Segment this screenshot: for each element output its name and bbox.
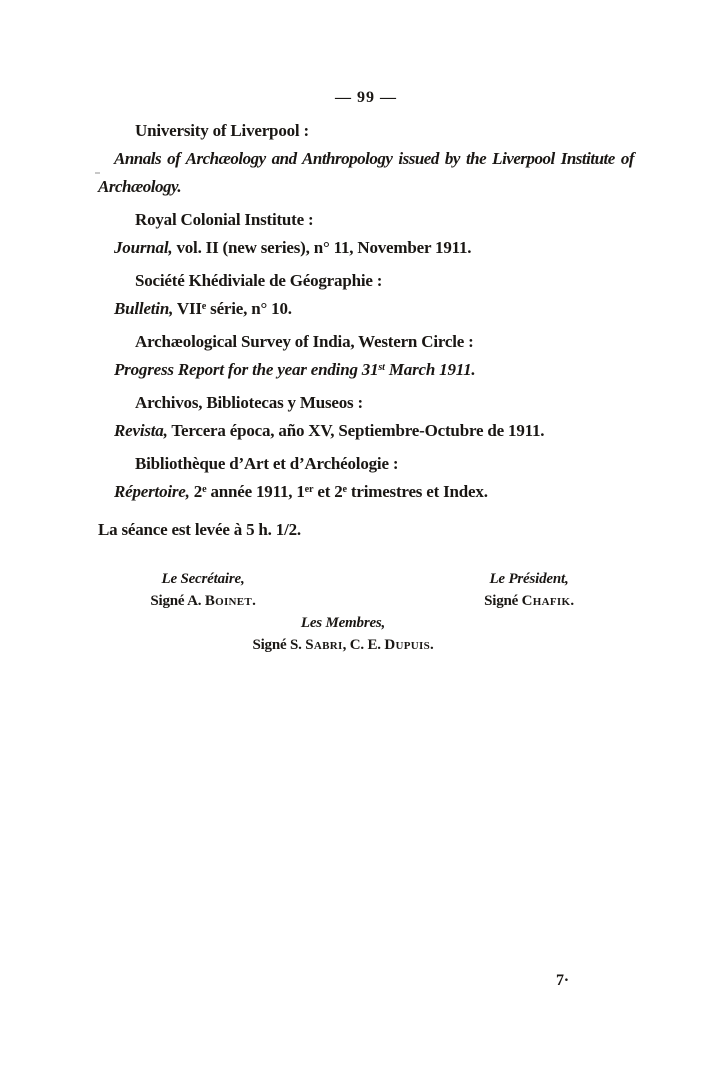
- institution-name: Archæological Survey of India, Western Circle :: [135, 332, 474, 351]
- superscript: e: [201, 301, 207, 313]
- citation-title: Bulletin,: [114, 299, 174, 318]
- citation-title: Répertoire,: [114, 482, 190, 501]
- citation-detail: VII: [173, 299, 202, 318]
- page-number: — 99 —: [335, 89, 397, 106]
- gathering-mark: 7·: [556, 972, 569, 989]
- institution-name: Archivos, Bibliotecas y Museos :: [135, 393, 363, 412]
- entry-royal-colonial-institute: [98, 206, 634, 262]
- citation-title: Journal,: [114, 238, 173, 257]
- signature-role: Le Président,: [489, 571, 569, 587]
- entry-university-of-liverpool: [98, 117, 634, 201]
- citation-title: Revista,: [114, 421, 168, 440]
- signed-prefix: Signé A.: [150, 593, 205, 609]
- signed-prefix: Signé: [484, 593, 522, 609]
- page-content: [98, 0, 634, 656]
- citation-detail: trimestres et Index.: [346, 482, 488, 501]
- signature-row: [98, 568, 634, 612]
- signed-suffix: .: [430, 637, 434, 653]
- signed-name: Chafik: [521, 593, 571, 609]
- citation-text: [98, 234, 634, 262]
- signed-name: Boinet: [204, 593, 253, 609]
- superscript: st: [378, 362, 385, 374]
- superscript: e: [202, 484, 207, 496]
- signed-prefix: Signé S.: [252, 637, 306, 653]
- citation-detail: série, n° 10.: [206, 299, 292, 318]
- entry-societe-khediviale: [98, 267, 634, 323]
- signature-president: [424, 568, 634, 612]
- citation-title: March 1911.: [384, 360, 476, 379]
- entry-archaeological-survey-india: [98, 328, 634, 384]
- signed-name: Dupuis: [384, 637, 430, 653]
- signature-members: [98, 612, 634, 656]
- signed-name: Sabri: [305, 637, 343, 653]
- citation-text: [98, 478, 634, 506]
- citation-text: [98, 295, 634, 323]
- institution-name: Royal Colonial Institute :: [135, 210, 314, 229]
- citation-text: [98, 356, 634, 384]
- institution-name: University of Liverpool :: [135, 121, 309, 140]
- superscript: e: [342, 484, 347, 496]
- citation-detail: Tercera época, año XV, Septiembre-Octubre de 1911.: [167, 421, 545, 440]
- signed-suffix: .: [570, 593, 574, 609]
- signature-signed: [424, 590, 634, 612]
- closing-line: La séance est levée à 5 h. 1/2.: [98, 520, 301, 539]
- citation-text: Annals of Archæology and Anthropology issued by the Liverpool Institute of Archæology.: [98, 149, 634, 196]
- signed-suffix: .: [252, 593, 256, 609]
- citation-detail: vol. II (new series), n° 11, November 1911.: [172, 238, 472, 257]
- superscript: er: [304, 484, 314, 496]
- signed-mid: , C. E.: [342, 637, 385, 653]
- signature-role: Les Membres,: [300, 615, 386, 631]
- institution-name: Société Khédiviale de Géographie :: [135, 271, 383, 290]
- institution-name: Bibliothèque d’Art et d’Archéologie :: [135, 454, 399, 473]
- citation-text: [98, 417, 634, 445]
- citation-detail: 2: [189, 482, 203, 501]
- signature-role: Le Secrétaire,: [161, 571, 245, 587]
- signature-signed: [98, 590, 308, 612]
- signature-signed: [98, 634, 588, 656]
- citation-detail: année 1911, 1: [206, 482, 305, 501]
- citation-detail: et 2: [313, 482, 343, 501]
- entry-archivos-bibliotecas-museos: [98, 389, 634, 445]
- citation-title: Progress Report for the year ending 31: [114, 360, 379, 379]
- entry-bibliotheque-art-archeologie: [98, 450, 634, 506]
- signature-secretary: [98, 568, 308, 612]
